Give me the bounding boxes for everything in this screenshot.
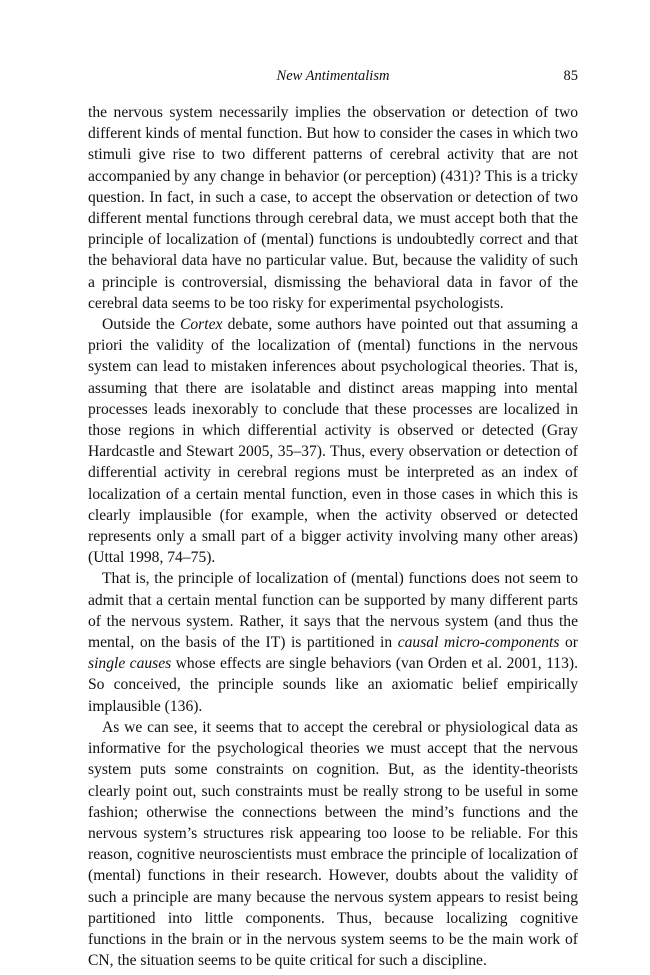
paragraph-text: That is, the principle of localization of (mental) functions does not seem to admit that a certain mental function can be supported by many different parts of the nervous system. Rather, it says that the nervous system (and thus the mental, on the basis of the IT) is partitioned in <box>88 570 578 652</box>
running-header <box>88 66 578 86</box>
paragraph-3 <box>88 568 578 716</box>
italic-term-single-causes: single causes <box>88 655 172 673</box>
paragraph-1 <box>88 102 578 314</box>
body-text <box>88 102 578 971</box>
italic-term-causal-micro-components: causal micro-components <box>397 634 560 652</box>
italic-term-cortex: Cortex <box>179 316 223 334</box>
paragraph-text: whose effects are single behaviors (van Orden et al. 2001, 113). So conceived, the principle sounds like an axiomatic belief empirically implausible (136). <box>88 655 578 715</box>
paragraph-text: debate, some authors have pointed out that assuming a priori the validity of the localization of (mental) functions in the nervous system can lead to mistaken inferences about psychological theories. That is, assuming that there are isolatable and distinct areas mapping into mental processes leads inexorably to conclude that these processes are localized in those regions in which differential activity is observed or detected (Gray Hardcastle and Stewart 2005, 35–37). Thus, every observation or detection of differential activity in cerebral regions must be interpreted as an index of localization of a certain mental function, even in those cases in which this is clearly implausible (for example, when the activity observed or detected represents only a small part of a bigger activity involving many other areas) (Uttal 1998, 74–75). <box>88 316 578 567</box>
running-title: New Antimentalism <box>276 68 390 84</box>
paragraph-text: or <box>559 634 578 652</box>
paragraph-2 <box>88 314 578 568</box>
paragraph-text: As we can see, it seems that to accept the cerebral or physiological data as informative for the psychological theories we must accept that the nervous system puts some constraints on cognition. But, as the identity-theorists clearly point out, such constraints must be really strong to be useful in some fashion; otherwise the connections between the mind’s functions and the nervous system’s structures risk appearing too loose to be reliable. For this reason, cognitive neuroscientists must embrace the principle of localization of (mental) functions in their research. However, doubts about the validity of such a principle are many because the nervous system appears to resist being partitioned into little components. Thus, because localizing cognitive functions in the brain or in the nervous system seems to be the main work of CN, the situation seems to be quite critical for such a discipline. <box>88 718 578 970</box>
paragraph-4 <box>88 717 578 971</box>
paragraph-text: Outside the <box>102 316 180 334</box>
paragraph-text: the nervous system necessarily implies the observation or detection of two different kinds of mental function. But how to consider the cases in which two stimuli give rise to two different patterns of cerebral activity that are not accompanied by any change in behavior (or perception) (431)? This is a tricky question. In fact, in such a case, to accept the observation or detection of two different mental functions through cerebral data, we must accept both that the principle of localization of (mental) functions is undoubtedly correct and that the behavioral data have no particular value. But, because the validity of such a principle is controversial, dismissing the behavioral data in favor of the cerebral data seems to be too risky for experimental psychologists. <box>88 104 578 312</box>
page-number: 85 <box>563 68 578 84</box>
